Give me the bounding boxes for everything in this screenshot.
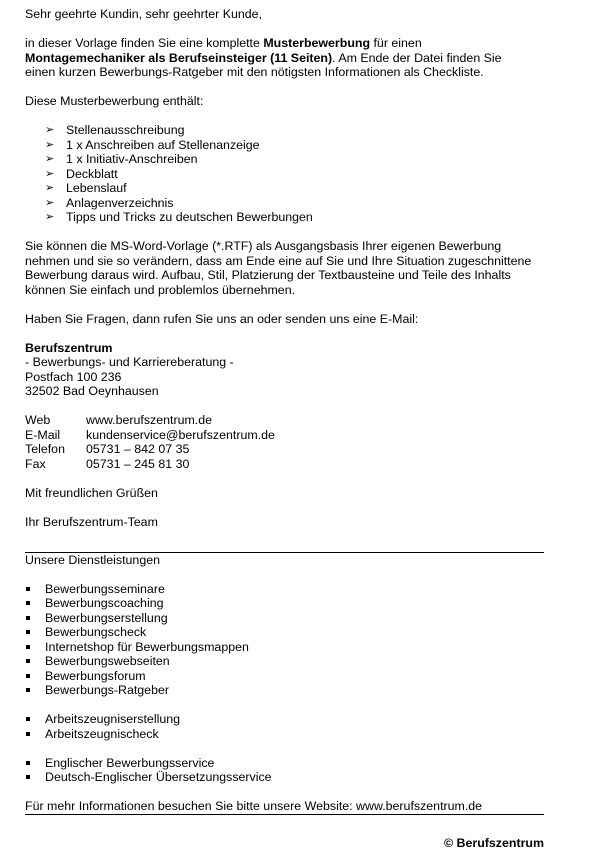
services-list-certificates bbox=[25, 712, 545, 741]
contact-row-fax: Fax 05731 – 245 81 30 bbox=[25, 456, 190, 471]
square-bullet-icon bbox=[26, 616, 30, 620]
signature: Ihr Berufszentrum-Team bbox=[25, 514, 158, 529]
intro-bold-musterbewerbung: Musterbewerbung bbox=[263, 36, 371, 50]
square-bullet-icon bbox=[26, 674, 30, 678]
list-item: Bewerbungsseminare bbox=[25, 582, 545, 597]
list-item: Arbeitszeugnischeck bbox=[25, 727, 545, 742]
closing: Mit freundlichen Grüßen bbox=[25, 485, 158, 500]
list-item: ➢ 1 x Anschreiben auf Stellenanzeige bbox=[45, 137, 260, 152]
square-bullet-icon bbox=[26, 761, 30, 765]
arrow-bullet-icon: ➢ bbox=[45, 182, 55, 194]
arrow-bullet-icon: ➢ bbox=[45, 167, 55, 180]
divider bbox=[25, 814, 544, 815]
list-item: Englischer Bewerbungsservice bbox=[25, 756, 545, 771]
list-item: Arbeitszeugniserstellung bbox=[25, 712, 545, 727]
postbox: Postfach 100 236 bbox=[25, 369, 122, 384]
square-bullet-icon bbox=[26, 688, 30, 692]
intro-bold-job: Montagemechaniker als Berufseinsteiger (11 Seiten) bbox=[25, 50, 333, 65]
list-item: ➢ Tipps und Tricks zu deutschen Bewerbungen bbox=[45, 210, 313, 224]
list-item: Bewerbungscheck bbox=[25, 625, 545, 640]
web-link[interactable]: www.berufszentrum.de bbox=[86, 413, 213, 427]
address-block bbox=[25, 341, 545, 399]
arrow-bullet-icon: ➢ bbox=[45, 211, 55, 223]
arrow-bullet-icon: ➢ bbox=[45, 196, 55, 209]
company-subtitle: - Bewerbungs- und Karriereberatung - bbox=[25, 355, 234, 369]
square-bullet-icon bbox=[26, 659, 30, 663]
list-item: Bewerbungswebseiten bbox=[25, 654, 545, 669]
square-bullet-icon bbox=[26, 717, 30, 721]
services-list-english bbox=[25, 756, 545, 785]
list-item: Bewerbungs-Ratgeber bbox=[25, 683, 545, 698]
contact-row-email: E-Mail kundenservice@berufszentrum.de bbox=[25, 427, 275, 442]
document-page bbox=[25, 7, 545, 815]
company-name: Berufszentrum bbox=[25, 340, 113, 355]
square-bullet-icon bbox=[26, 775, 30, 779]
square-bullet-icon bbox=[26, 732, 30, 736]
contents-list bbox=[25, 123, 545, 225]
arrow-bullet-icon: ➢ bbox=[45, 138, 55, 151]
more-info-line: Für mehr Informationen besuchen Sie bitte unsere Website: www.berufszentrum.de bbox=[25, 799, 483, 813]
email-link[interactable]: kundenservice@berufszentrum.de bbox=[86, 427, 275, 442]
list-item: Bewerbungserstellung bbox=[25, 611, 545, 626]
square-bullet-icon bbox=[26, 601, 30, 605]
contact-row-phone: Telefon 05731 – 842 07 35 bbox=[25, 442, 190, 456]
contents-heading: Diese Musterbewerbung enthält: bbox=[25, 94, 204, 108]
contact-row-web: Web www.berufszentrum.de bbox=[25, 413, 213, 427]
arrow-bullet-icon: ➢ bbox=[45, 124, 55, 136]
list-item: ➢ Stellenausschreibung bbox=[45, 123, 185, 137]
list-item: Bewerbungsforum bbox=[25, 669, 545, 684]
intro-paragraph: in dieser Vorlage finden Sie eine komplette Musterbewerbung für einen Montagemechaniker als Berufseinsteiger (11 Seiten). Am Ende der Datei finden Sie einen kurzen Bewerbungs-Ratgeber mit den nötigsten Informationen als Checkliste. bbox=[25, 36, 502, 79]
services-heading: Unsere Dienstleistungen bbox=[25, 552, 160, 567]
arrow-bullet-icon: ➢ bbox=[45, 153, 55, 165]
list-item: ➢ Lebenslauf bbox=[45, 181, 127, 195]
template-paragraph: Sie können die MS-Word-Vorlage (*.RTF) als Ausgangsbasis Ihrer eigenen Bewerbung nehmen und sie so verändern, dass am Ende eine auf Sie und Ihre Situation zugeschnittene Bewerbung daraus wird. Aufbau, Stil, Platzierung der Textbausteine und Teile des Inhalts können Sie einfach und problemlos übernehmen. bbox=[25, 239, 532, 297]
city: 32502 Bad Oeynhausen bbox=[25, 384, 159, 398]
list-item: Deutsch-Englischer Übersetzungsservice bbox=[25, 770, 545, 785]
salutation: Sehr geehrte Kundin, sehr geehrter Kunde, bbox=[25, 7, 262, 21]
contact-block bbox=[25, 413, 545, 471]
list-item: Bewerbungscoaching bbox=[25, 596, 545, 611]
list-item: ➢ Anlagenverzeichnis bbox=[45, 195, 174, 210]
services-list-main bbox=[25, 582, 545, 698]
square-bullet-icon bbox=[26, 630, 30, 634]
copyright: © Berufszentrum bbox=[443, 836, 544, 850]
square-bullet-icon bbox=[26, 645, 30, 649]
questions-line: Haben Sie Fragen, dann rufen Sie uns an oder senden uns eine E-Mail: bbox=[25, 311, 419, 326]
list-item: ➢ 1 x Initiativ-Anschreiben bbox=[45, 152, 198, 166]
list-item: ➢ Deckblatt bbox=[45, 166, 118, 181]
list-item: Internetshop für Bewerbungsmappen bbox=[25, 640, 545, 655]
square-bullet-icon bbox=[26, 587, 30, 591]
